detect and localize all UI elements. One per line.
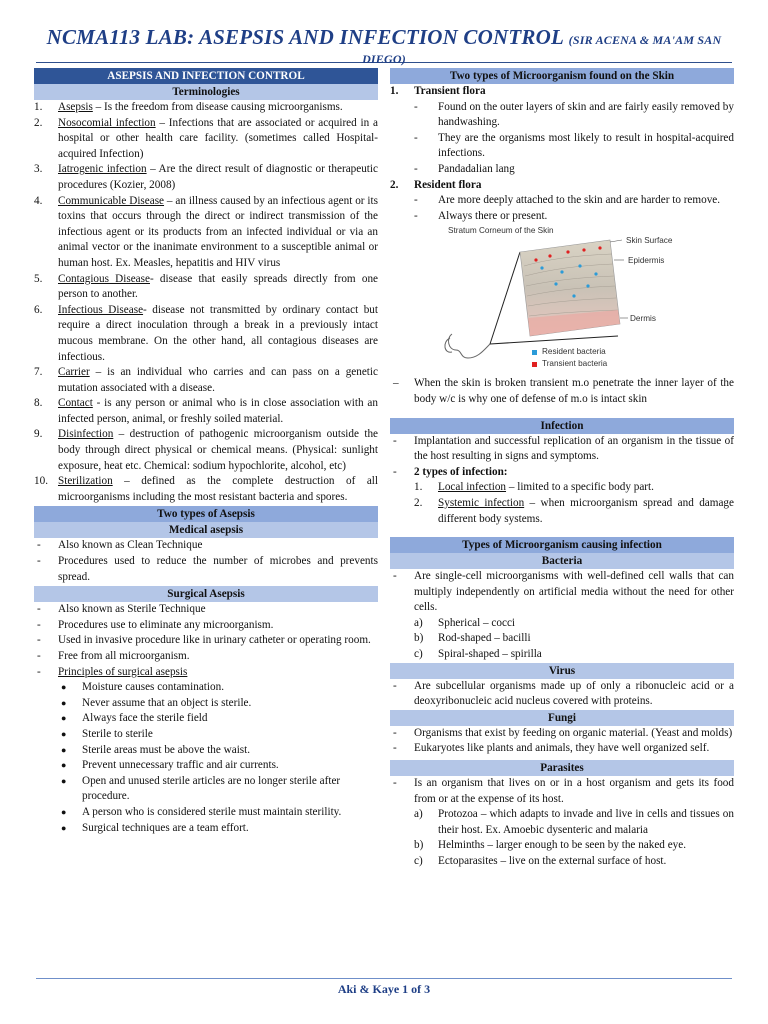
list-marker: -: [414, 100, 418, 113]
list-item: [414, 854, 734, 870]
bacteria-title: Bacteria: [390, 553, 734, 569]
list-marker: -: [393, 742, 397, 755]
list-marker: -: [414, 131, 418, 144]
item-text: Sterile to sterile: [82, 727, 153, 740]
item-text: Procedures used to reduce the number of microbes and prevents spread.: [58, 555, 378, 583]
term-definition: - disease not transmitted by ordinary contact but require a direct inoculation through a break in a previously intact mucous membrane. On the other hand, all contagious diseases are infectious.: [58, 303, 378, 363]
list-item: [34, 116, 378, 163]
list-item: [34, 633, 378, 649]
causing-infection-title: Types of Microorganism causing infection: [390, 537, 734, 553]
list-item: [34, 554, 378, 585]
term-definition: – defined as the complete destruction of all microorganisms including the most resistant bacteria and spores.: [58, 475, 378, 503]
list-marker: -: [414, 209, 418, 222]
list-marker: ●: [61, 713, 67, 724]
list-item: [390, 209, 734, 225]
infection-types-title: 2 types of infection:: [414, 465, 508, 478]
list-item: - 2 types of infection:: [393, 465, 508, 478]
list-item: [390, 131, 734, 162]
item-text: Used in invasive procedure like in urinary catheter or operating room.: [58, 634, 371, 647]
item-number: 1.: [414, 481, 423, 494]
transient-flora-list: [390, 100, 734, 178]
parasites-def: Is an organism that lives on or in a host organism and gets its food from or at the expense of its host.: [414, 777, 734, 805]
list-item: [34, 774, 378, 805]
terminologies-list: [34, 100, 378, 505]
principles-title: Principles of surgical asepsis: [58, 665, 188, 678]
list-marker: -: [37, 603, 41, 616]
virus-def: Are subcellular organisms made up of only a ribonucleic acid or a deoxyribonucleic acid nucleus covered with proteins.: [414, 679, 734, 708]
list-item: [34, 743, 378, 759]
page-header: [36, 25, 732, 66]
item-text: Never assume that an object is sterile.: [82, 696, 252, 709]
item-number: c): [414, 855, 423, 867]
list-item: [34, 805, 378, 821]
item-text: Sterile areas must be above the waist.: [82, 743, 251, 756]
item-text: Always face the sterile field: [82, 712, 208, 725]
item-text: Surgical techniques are a team effort.: [82, 821, 249, 834]
list-item: [414, 631, 734, 647]
infection-def: Implantation and successful replication of an organism in the tissue of the host resulting in signs and symptoms.: [414, 434, 734, 463]
medical-asepsis-list: [34, 538, 378, 585]
item-text: They are the organisms most likely to result in hospital-acquired infections.: [438, 131, 734, 160]
item-number: 8.: [34, 397, 43, 410]
dermis-label: Dermis: [630, 314, 656, 324]
list-marker: -: [414, 194, 418, 207]
list-item: - Are subcellular organisms made up of only a ribonucleic acid or a deoxyribonucleic acid nucleus covered with proteins.: [393, 679, 734, 708]
list-item: – When the skin is broken transient m.o penetrate the inner layer of the body w/c is why one of defense of m.o is intact skin: [393, 377, 734, 405]
list-item: [34, 680, 378, 696]
item-text: Rod-shaped – bacilli: [438, 632, 531, 645]
item-number: 5.: [34, 272, 43, 285]
list-item: [414, 496, 734, 527]
item-number: 6.: [34, 303, 43, 316]
epidermis-label: Epidermis: [628, 256, 665, 266]
term-label: Sterilization: [58, 475, 113, 488]
list-marker: ●: [61, 682, 67, 693]
list-marker: ●: [61, 697, 67, 708]
item-text: Helminths – larger enough to be seen by the naked eye.: [438, 839, 687, 852]
term-definition: - is any person or animal who is in close association with an infected person, animal, or freshly soiled material.: [58, 397, 378, 425]
term-definition: – Is the freedom from disease causing microorganisms.: [92, 101, 343, 113]
fungi-list: [390, 726, 734, 757]
surgical-asepsis-list: [34, 602, 378, 664]
term-label: Communicable Disease: [58, 194, 165, 207]
list-marker: -: [393, 726, 397, 739]
item-number: b): [414, 839, 424, 852]
item-text: Spiral-shaped – spirilla: [438, 648, 542, 661]
parasite-types-list: [390, 807, 734, 869]
list-marker: -: [37, 539, 41, 552]
list-marker: -: [37, 650, 41, 662]
list-item: [34, 711, 378, 727]
list-item: [34, 194, 378, 272]
item-number: a): [414, 808, 423, 821]
term-label: Contact: [58, 397, 93, 410]
item-number: 2.: [390, 178, 399, 191]
skin-microorganism-title: Two types of Microorganism found on the Skin: [390, 68, 734, 84]
medical-asepsis-title: Medical asepsis: [34, 522, 378, 538]
term-definition: – Are the direct result of diagnostic or therapeutic procedures (Kozier, 2008): [58, 163, 378, 191]
item-text: Are more deeply attached to the skin and are harder to remove.: [438, 194, 721, 207]
list-item: [34, 821, 378, 837]
list-item: [34, 727, 378, 743]
bacteria-def: Are single-cell microorganisms with well-defined cell walls that can multiply independently on artificial media without the need for other cells.: [414, 570, 734, 614]
bacteria-list: [390, 569, 734, 616]
resident-flora-list: [390, 193, 734, 224]
term-label: Asepsis: [58, 101, 93, 113]
term-label: Infectious Disease: [58, 303, 144, 316]
list-item: [34, 303, 378, 365]
list-marker: -: [37, 634, 41, 647]
list-item: [34, 758, 378, 774]
term-label: Local infection: [438, 481, 507, 494]
list-item: [34, 618, 378, 634]
footer-divider: [36, 978, 732, 979]
list-item: [34, 396, 378, 427]
infection-types-list: [390, 480, 734, 527]
transient-flora-title: [390, 84, 734, 100]
item-number: 7.: [34, 366, 43, 379]
list-item: [34, 272, 378, 303]
principles-heading: [34, 665, 378, 681]
resident-legend-swatch: [532, 350, 537, 355]
resident-legend-label: Resident bacteria: [542, 347, 606, 357]
list-item: [34, 649, 378, 665]
infection-title: Infection: [390, 418, 734, 434]
transient-legend-swatch: [532, 362, 537, 367]
asepsis-types-title: Two types of Asepsis: [34, 506, 378, 522]
item-text: Also known as Sterile Technique: [58, 603, 206, 616]
list-item: [414, 838, 734, 854]
list-marker: ●: [61, 822, 67, 833]
list-marker: ●: [61, 744, 67, 755]
item-text: Always there or present.: [438, 209, 548, 222]
item-text: Pandadalian lang: [438, 162, 515, 175]
list-item: [414, 616, 734, 632]
skin-note-text: When the skin is broken transient m.o penetrate the inner layer of the body w/c is why one of defense of m.o is intact skin: [414, 377, 734, 405]
virus-title: Virus: [390, 663, 734, 679]
item-number: 2.: [414, 496, 423, 509]
list-item: - Are single-cell microorganisms with well-defined cell walls that can multiply independently on artificial media without the need for other cells.: [393, 570, 734, 614]
term-label: Carrier: [58, 366, 90, 379]
left-column: [34, 68, 378, 836]
list-item: [414, 807, 734, 838]
item-text: Spherical – cocci: [438, 616, 516, 629]
term-definition: – is an individual who carries and can pass on a genetic mutation associated with a disease.: [58, 366, 378, 394]
list-item: [390, 741, 734, 757]
list-item: [414, 480, 734, 496]
right-column: [390, 68, 734, 870]
term-definition: – Infections that are associated or acquired in a hospital or other health care facility. (sometimes called Hospital-acquired Infection): [58, 116, 379, 160]
title-subtitle: (SIR ACENA & MA'AM SAN DIEGO): [362, 33, 722, 66]
list-item: [34, 427, 378, 474]
item-text: Moisture causes contamination.: [82, 681, 224, 694]
item-text: Free from all microorganism.: [58, 650, 190, 662]
transient-legend-label: Transient bacteria: [542, 359, 608, 369]
list-item: [390, 100, 734, 131]
list-marker: ●: [61, 806, 67, 817]
item-text: Prevent unnecessary traffic and air currents.: [82, 759, 279, 772]
surgical-asepsis-title: Surgical Asepsis: [34, 586, 378, 602]
item-text: Eukaryotes like plants and animals, they have well organized self.: [414, 742, 710, 755]
item-text: Organisms that exist by feeding on organic material. (Yeast and molds): [414, 726, 733, 739]
list-item: - Implantation and successful replication of an organism in the tissue of the host resulting in signs and symptoms.: [393, 434, 734, 463]
term-label: Nosocomial infection: [58, 116, 156, 129]
item-text: Open and unused sterile articles are no longer sterile after procedure.: [82, 774, 341, 803]
page-footer: Aki & Kaye 1 of 3: [337, 982, 431, 996]
list-item: - Principles of surgical asepsis: [37, 665, 188, 678]
skin-diagram: [438, 226, 728, 376]
resident-flora-title: [390, 178, 734, 194]
list-marker: ●: [61, 775, 67, 786]
skin-surface-label: Skin Surface: [626, 236, 673, 246]
skin-note: [390, 376, 734, 407]
section-title: ASEPSIS AND INFECTION CONTROL: [34, 68, 378, 84]
term-label: Systemic infection: [438, 496, 525, 509]
parasites-title: Parasites: [390, 760, 734, 776]
item-text: A person who is considered sterile must maintain sterility.: [82, 805, 342, 818]
list-item: - Is an organism that lives on or in a host organism and gets its food from or at the expense of its host.: [393, 777, 734, 805]
item-title: Transient flora: [414, 85, 486, 97]
fungi-title: Fungi: [390, 710, 734, 726]
list-item: [390, 162, 734, 178]
term-definition: – limited to a specific body part.: [506, 481, 654, 494]
item-number: 1.: [34, 101, 43, 113]
list-item: [390, 726, 734, 742]
list-marker: ●: [61, 728, 67, 739]
terminologies-title: Terminologies: [34, 84, 378, 100]
term-label: Contagious Disease: [58, 272, 150, 285]
term-definition: – destruction of pathogenic microorganism outside the body through direct physical or chemical means. (Physical: sunlight exposure, heat etc. Chemical: sodium hypochlorite, alcohol, etc): [58, 428, 378, 472]
term-definition: - disease that easily spreads directly from one person to another.: [58, 272, 378, 301]
item-number: c): [414, 648, 423, 661]
list-marker: -: [37, 555, 41, 568]
item-text: Procedures use to eliminate any microorganism.: [58, 618, 274, 631]
item-number: 2.: [34, 116, 43, 129]
title-text: NCMA113 LAB: ASEPSIS AND INFECTION CONTROL: [46, 25, 564, 49]
list-item: [34, 100, 378, 116]
list-item: [34, 696, 378, 712]
item-number: 4.: [34, 194, 43, 207]
stratum-label: Stratum Corneum of the Skin: [448, 226, 554, 236]
list-marker: -: [37, 618, 41, 631]
item-text: Found on the outer layers of skin and are fairly easily removed by handwashing.: [438, 100, 734, 129]
item-number: 3.: [34, 163, 43, 176]
term-definition: – when microorganism spread and damage different body systems.: [438, 496, 734, 525]
item-text: Ectoparasites – live on the external surface of host.: [438, 855, 667, 867]
term-label: Disinfection: [58, 428, 114, 441]
item-number: 10.: [34, 475, 48, 488]
term-label: Iatrogenic infection: [58, 163, 147, 176]
item-title: Resident flora: [414, 178, 482, 191]
item-number: a): [414, 616, 423, 629]
principles-list: [34, 680, 378, 836]
infection-list: [390, 434, 734, 481]
list-item: [34, 602, 378, 618]
list-item: [34, 474, 378, 505]
bacteria-shapes-list: [390, 616, 734, 663]
parasites-list: [390, 776, 734, 807]
list-item: [414, 647, 734, 663]
list-item: [390, 193, 734, 209]
list-item: [34, 538, 378, 554]
page-title: [36, 25, 732, 67]
item-text: Protozoa – which adapts to invade and live in cells and tissues on their host. Ex. Amoebic dysenteric and malaria: [438, 808, 734, 836]
item-number: 1.: [390, 85, 399, 97]
list-item: [34, 162, 378, 193]
virus-list: [390, 679, 734, 710]
item-number: b): [414, 632, 424, 645]
list-marker: ●: [61, 760, 67, 771]
item-text: Also known as Clean Technique: [58, 539, 203, 552]
list-marker: -: [414, 162, 418, 175]
item-number: 9.: [34, 428, 43, 441]
list-item: [34, 365, 378, 396]
term-definition: – an illness caused by an infectious agent or its toxins that occurs through the direct or indirect transmission of the infectious agent or its products from an infected individual or via an animal vector or the inanimate environment to a susceptible animal or human host. Ex. Measles, hepatitis and HIV virus: [58, 194, 378, 269]
